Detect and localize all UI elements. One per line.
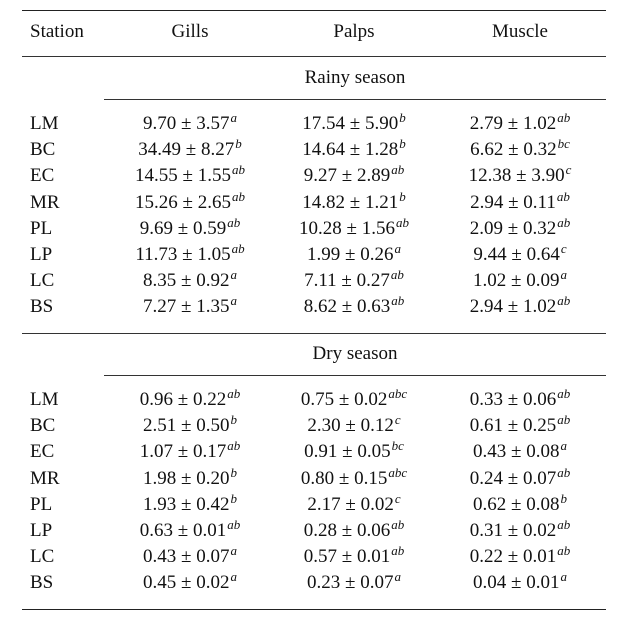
gills-value-cell [110,241,270,266]
gills-value: 8.35 ± 0.92 [143,270,230,291]
muscle-value: 1.02 ± 0.09 [473,270,560,291]
muscle-significance-letter: ab [557,412,571,427]
gills-significance-letter: a [230,267,237,282]
muscle-significance-letter: ab [557,517,571,532]
palps-significance-letter: a [394,241,401,256]
station-label: EC [30,441,55,462]
palps-value-cell [274,241,434,266]
muscle-value-cell [440,386,600,411]
muscle-value: 0.33 ± 0.06 [469,389,557,410]
muscle-significance-letter: ab [557,386,571,401]
palps-value: 2.17 ± 0.02 [307,494,394,515]
gills-value: 1.07 ± 0.17 [139,441,227,462]
gills-value: 1.98 ± 0.20 [143,468,230,489]
muscle-value-cell [440,293,600,318]
section-title-rainy: Rainy season [304,67,406,88]
palps-significance-letter: ab [390,267,404,282]
header-bottom-rule [22,56,606,57]
station-label: BS [30,296,54,317]
gills-value-cell [110,569,270,594]
station-label: LM [30,113,59,134]
muscle-significance-letter: ab [557,215,571,230]
station-label: LC [30,270,55,291]
section-title-dry: Dry season [312,343,398,364]
gills-significance-letter: b [230,465,237,480]
header-gills: Gills [171,21,209,42]
palps-value-cell [274,517,434,542]
muscle-value: 2.94 ± 1.02 [469,296,557,317]
station-label: PL [30,494,53,515]
muscle-value-cell [440,110,600,135]
palps-value-cell [274,189,434,214]
muscle-significance-letter: bc [557,136,570,151]
muscle-significance-letter: ab [557,543,571,558]
header-palps: Palps [333,21,375,42]
muscle-value: 2.94 ± 0.11 [470,192,556,213]
gills-value: 2.51 ± 0.50 [143,415,230,436]
station-label: BC [30,415,56,436]
station-label: LM [30,389,59,410]
palps-value-cell [274,438,434,463]
muscle-value: 0.24 ± 0.07 [469,468,557,489]
palps-significance-letter: ab [395,215,409,230]
palps-value-cell [274,412,434,437]
palps-value: 14.64 ± 1.28 [302,139,399,160]
palps-value: 8.62 ± 0.63 [303,296,391,317]
muscle-value: 0.61 ± 0.25 [469,415,557,436]
palps-value: 0.80 ± 0.15 [300,468,388,489]
palps-significance-letter: b [399,110,406,125]
palps-significance-letter: abc [388,465,408,480]
gills-value: 9.70 ± 3.57 [143,113,230,134]
palps-significance-letter: ab [391,543,405,558]
palps-value-cell [274,267,434,292]
palps-value: 0.75 ± 0.02 [300,389,388,410]
gills-significance-letter: ab [231,241,245,256]
muscle-value-cell [440,465,600,490]
palps-value-cell [274,162,434,187]
gills-value: 14.55 ± 1.55 [135,165,231,186]
muscle-significance-letter: ab [557,293,571,308]
gills-value-cell [110,438,270,463]
station-label: EC [30,165,55,186]
palps-significance-letter: ab [391,162,405,177]
palps-value: 2.30 ± 0.12 [307,415,394,436]
gills-value: 7.27 ± 1.35 [143,296,230,317]
muscle-significance-letter: b [560,491,567,506]
palps-value: 9.27 ± 2.89 [303,165,391,186]
muscle-value-cell [440,162,600,187]
palps-significance-letter: ab [391,293,405,308]
section-divider-rule [22,333,606,334]
station-label: PL [30,218,53,239]
gills-value-cell [110,386,270,411]
gills-significance-letter: b [230,412,237,427]
palps-value: 0.23 ± 0.07 [307,572,394,593]
gills-significance-letter: ab [227,215,241,230]
muscle-value: 0.22 ± 0.01 [469,546,557,567]
muscle-value-cell [440,491,600,516]
muscle-value-cell [440,517,600,542]
muscle-significance-letter: a [560,438,567,453]
header-station: Station [30,21,84,42]
muscle-value: 12.38 ± 3.90 [468,165,565,186]
gills-significance-letter: ab [227,517,241,532]
palps-significance-letter: abc [388,386,408,401]
gills-value-cell [110,110,270,135]
gills-value-cell [110,491,270,516]
muscle-significance-letter: a [560,267,567,282]
gills-significance-letter: a [230,293,237,308]
palps-value: 7.11 ± 0.27 [304,270,390,291]
gills-value: 0.43 ± 0.07 [143,546,230,567]
gills-significance-letter: a [230,569,237,584]
header-muscle: Muscle [492,21,548,42]
palps-significance-letter: ab [391,517,405,532]
muscle-value: 0.31 ± 0.02 [469,520,557,541]
gills-significance-letter: a [230,543,237,558]
gills-significance-letter: ab [231,189,245,204]
gills-value-cell [110,267,270,292]
gills-value: 0.96 ± 0.22 [139,389,227,410]
palps-significance-letter: b [399,136,406,151]
gills-value-cell [110,189,270,214]
muscle-value-cell [440,267,600,292]
station-label: LP [30,520,53,541]
gills-value: 15.26 ± 2.65 [135,192,231,213]
palps-significance-letter: b [399,189,406,204]
palps-value: 17.54 ± 5.90 [302,113,399,134]
palps-value-cell [274,386,434,411]
muscle-significance-letter: c [565,162,572,177]
gills-value-cell [110,543,270,568]
muscle-value: 0.04 ± 0.01 [473,572,560,593]
station-label: MR [30,468,60,489]
muscle-significance-letter: ab [557,465,571,480]
gills-value-cell [110,215,270,240]
muscle-value: 6.62 ± 0.32 [470,139,557,160]
gills-value-cell [110,162,270,187]
palps-value-cell [274,491,434,516]
gills-value-cell [110,465,270,490]
gills-significance-letter: a [230,110,237,125]
muscle-value: 2.09 ± 0.32 [469,218,557,239]
muscle-significance-letter: c [560,241,567,256]
palps-value-cell [274,543,434,568]
gills-significance-letter: b [230,491,237,506]
gills-significance-letter: ab [227,438,241,453]
muscle-significance-letter: ab [557,110,571,125]
gills-value-cell [110,517,270,542]
muscle-value-cell [440,569,600,594]
palps-value: 0.91 ± 0.05 [304,441,391,462]
section-rule-dry [104,375,606,376]
muscle-value-cell [440,136,600,161]
muscle-value: 2.79 ± 1.02 [469,113,557,134]
palps-significance-letter: bc [391,438,404,453]
palps-value: 1.99 ± 0.26 [307,244,394,265]
palps-value-cell [274,136,434,161]
muscle-significance-letter: ab [556,189,570,204]
gills-significance-letter: b [235,136,242,151]
muscle-value-cell [440,543,600,568]
palps-value: 0.28 ± 0.06 [303,520,391,541]
gills-value: 0.45 ± 0.02 [143,572,230,593]
gills-value: 34.49 ± 8.27 [138,139,235,160]
muscle-value-cell [440,189,600,214]
palps-value: 14.82 ± 1.21 [302,192,399,213]
palps-significance-letter: c [394,412,401,427]
muscle-value-cell [440,215,600,240]
station-label: BC [30,139,56,160]
gills-value: 9.69 ± 0.59 [139,218,227,239]
gills-value-cell [110,293,270,318]
gills-value: 0.63 ± 0.01 [139,520,227,541]
gills-value-cell [110,136,270,161]
station-label: MR [30,192,60,213]
gills-significance-letter: ab [231,162,245,177]
gills-value-cell [110,412,270,437]
palps-value-cell [274,465,434,490]
palps-value: 0.57 ± 0.01 [303,546,391,567]
gills-value: 11.73 ± 1.05 [135,244,231,265]
muscle-value: 0.62 ± 0.08 [473,494,560,515]
palps-value-cell [274,110,434,135]
table-bottom-rule [22,609,606,610]
palps-significance-letter: a [394,569,401,584]
muscle-value: 9.44 ± 0.64 [473,244,560,265]
station-label: LC [30,546,55,567]
palps-significance-letter: c [394,491,401,506]
palps-value-cell [274,215,434,240]
muscle-value-cell [440,241,600,266]
muscle-significance-letter: a [560,569,567,584]
palps-value-cell [274,569,434,594]
gills-significance-letter: ab [227,386,241,401]
muscle-value-cell [440,438,600,463]
palps-value: 10.28 ± 1.56 [299,218,395,239]
palps-value-cell [274,293,434,318]
section-rule-rainy [104,99,606,100]
gills-value: 1.93 ± 0.42 [143,494,230,515]
muscle-value: 0.43 ± 0.08 [473,441,560,462]
station-label: LP [30,244,53,265]
table-top-rule [22,10,606,11]
station-label: BS [30,572,54,593]
muscle-value-cell [440,412,600,437]
